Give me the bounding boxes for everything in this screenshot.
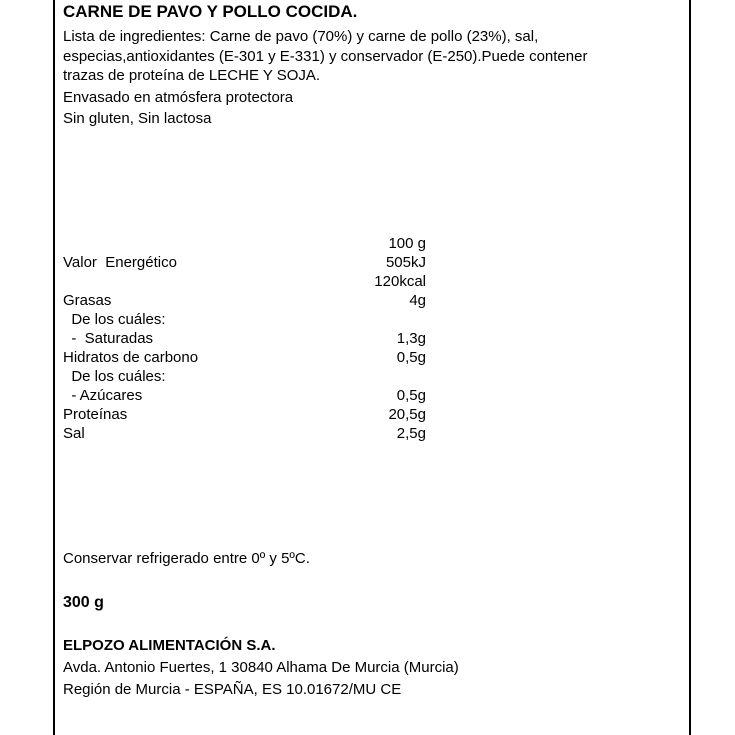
nutrition-row: [63, 424, 463, 443]
nutrient-value: 505kJ: [385, 254, 426, 271]
nutrient-value: 0,5g: [396, 349, 426, 366]
nutrient-value: 2,5g: [396, 425, 426, 442]
nutrient-label: De los cuáles:: [63, 368, 166, 385]
net-weight: 300 g: [63, 594, 104, 611]
company-region: Región de Murcia - ESPAÑA, ES 10.01672/MU CE: [63, 681, 402, 698]
nutrient-label: De los cuáles:: [63, 311, 166, 328]
ingredients-list: [63, 27, 587, 86]
allergen-note: Sin gluten, Sin lactosa: [63, 110, 212, 127]
nutrient-label: Hidratos de carbono: [63, 349, 199, 366]
nutrient-value: 4g: [409, 292, 426, 309]
nutrient-label: Proteínas: [63, 406, 128, 423]
nutrition-row: [63, 329, 463, 348]
ingredients-line: especias,antioxidantes (E-301 y E-331) y conservador (E-250).Puede contener: [63, 47, 588, 65]
storage-note: Conservar refrigerado entre 0º y 5ºC.: [63, 550, 310, 567]
ingredients-line: Lista de ingredientes: Carne de pavo (70%) y carne de pollo (23%), sal,: [63, 28, 539, 45]
nutrition-row: [63, 367, 463, 386]
nutrient-label: - Azúcares: [63, 387, 143, 404]
ingredients-line: trazas de proteína de LECHE Y SOJA.: [63, 67, 321, 84]
nutrient-value: 1,3g: [396, 330, 426, 347]
nutrition-header: 100 g: [388, 235, 426, 252]
nutrition-row: [63, 405, 463, 424]
nutrition-row: [63, 310, 463, 329]
nutrient-value: 0,5g: [396, 387, 426, 404]
nutrient-label: Grasas: [63, 292, 112, 309]
nutrient-value: 20,5g: [388, 406, 426, 423]
product-title: CARNE DE PAVO Y POLLO COCIDA.: [63, 2, 358, 21]
nutrition-row: [63, 272, 463, 291]
company-name: ELPOZO ALIMENTACIÓN S.A.: [63, 637, 276, 654]
nutrition-row: [63, 348, 463, 367]
nutrient-label: Valor Energético: [63, 254, 177, 271]
nutrition-header-row: [63, 234, 463, 253]
nutrition-row: [63, 291, 463, 310]
nutrient-value: 120kcal: [374, 273, 426, 290]
nutrition-row: [63, 253, 463, 272]
nutrition-row: [63, 386, 463, 405]
packaging-note: Envasado en atmósfera protectora: [63, 89, 294, 106]
nutrient-label: Sal: [63, 425, 85, 442]
nutrient-label: - Saturadas: [63, 330, 154, 347]
company-address: Avda. Antonio Fuertes, 1 30840 Alhama De Murcia (Murcia): [63, 659, 459, 676]
